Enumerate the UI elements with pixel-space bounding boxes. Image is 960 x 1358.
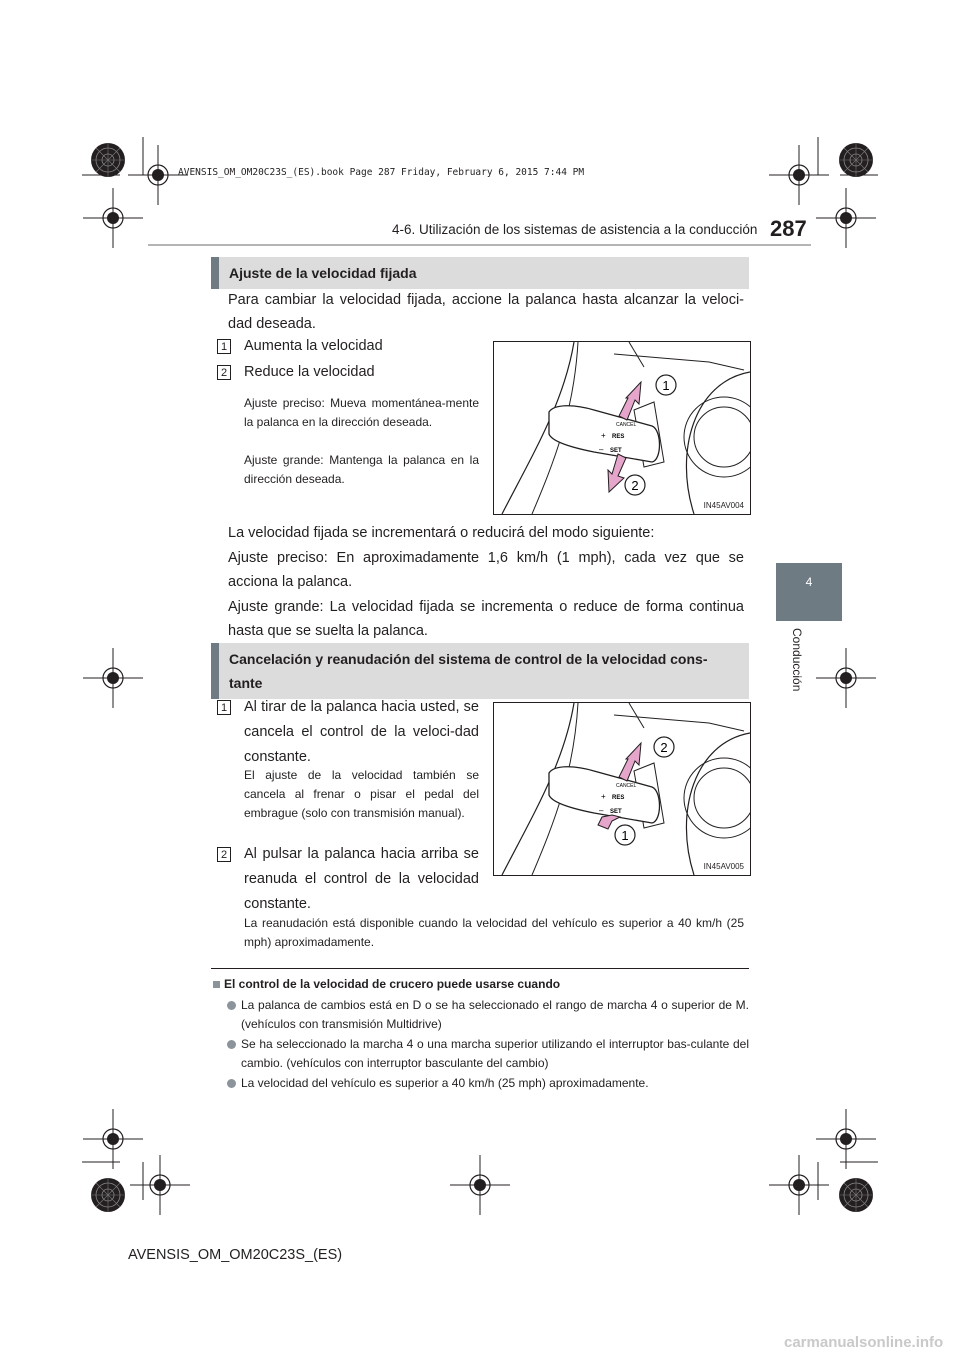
callout-up: 1 — [662, 378, 670, 393]
figure-code: IN45AV004 — [703, 501, 744, 510]
figure-code: IN45AV005 — [703, 862, 744, 871]
lever-label-cancel: CANCEL — [616, 422, 637, 428]
bullet-icon — [227, 1040, 236, 1049]
callout-down: 2 — [631, 478, 639, 493]
bullet-icon — [227, 1001, 236, 1010]
lever-label-plus: + — [601, 431, 606, 440]
lever-label-res: RES — [612, 795, 625, 801]
lever-label-set: SET — [610, 448, 622, 454]
step-number: 1 — [217, 700, 231, 715]
watermark: carmanualsonline.info — [784, 1334, 944, 1351]
note-bullet: La palanca de cambios está en D o se ha seleccionado el rango de marcha 4 o superior de M. (vehículos con transmisión Multidrive) — [241, 998, 749, 1031]
cancel-step-text: Al tirar de la palanca hacia usted, se cancela el control de la veloci-dad constante. — [244, 699, 479, 765]
step-number: 2 — [217, 365, 231, 380]
section-heading-set-speed: Ajuste de la velocidad fijada — [211, 257, 749, 289]
resume-step-note: La reanudación está disponible cuando la velocidad del vehículo es superior a 40 km/h (25 mph) aproximadamente. — [244, 916, 744, 949]
page-number: 287 — [770, 216, 807, 241]
step-text: Reduce la velocidad — [244, 364, 375, 380]
callout-down: 1 — [621, 828, 629, 843]
lever-label-minus: – — [599, 445, 604, 454]
header-rule — [148, 244, 811, 246]
note-square-icon — [213, 981, 220, 988]
cancel-step-note: El ajuste de la velocidad también se cancela al frenar o pisar el pedal del embrague (solo con transmisión manual). — [244, 768, 479, 820]
step-number: 2 — [217, 847, 231, 862]
lever-label-minus: – — [599, 806, 604, 815]
coarse-adjust-note: Ajuste grande: Mantenga la palanca en la dirección deseada. — [244, 453, 479, 486]
arrow-pull-icon — [598, 815, 620, 829]
note-title: El control de la velocidad de crucero puede usarse cuando — [224, 977, 561, 991]
lever-illustration — [494, 703, 750, 875]
section1-para2: Ajuste preciso: En aproximadamente 1,6 km/h (1 mph), cada vez que se acciona la palanca. — [228, 550, 744, 590]
lever-label-cancel: CANCEL — [616, 783, 637, 789]
lever-label-res: RES — [612, 434, 625, 440]
section1-para1: La velocidad fijada se incrementará o reducirá del modo siguiente: — [228, 525, 655, 541]
footer-doc-id: AVENSIS_OM_OM20C23S_(ES) — [128, 1247, 343, 1263]
lever-label-set: SET — [610, 809, 622, 815]
section-heading-cancel-resume: Cancelación y reanudación del sistema de control de la velocidad cons-tante — [211, 643, 749, 699]
fine-adjust-note: Ajuste preciso: Mueva momentánea-mente la palanca en la dirección deseada. — [244, 396, 479, 429]
lever-illustration — [494, 342, 750, 514]
chapter-tab — [776, 563, 842, 621]
note-bullet: Se ha seleccionado la marcha 4 o una marcha superior utilizando el interruptor bas-culante del cambio. (vehículos con interruptor basculante del cambio) — [241, 1037, 749, 1070]
lever-label-plus: + — [601, 792, 606, 801]
resume-step-text: Al pulsar la palanca hacia arriba se reanuda el control de la velocidad constante. — [244, 846, 479, 912]
lever-figure-adjust — [493, 341, 751, 515]
arrow-down-icon — [608, 454, 626, 492]
step-number: 1 — [217, 339, 231, 354]
chapter-tab-number: 4 — [805, 575, 813, 589]
step-text: Aumenta la velocidad — [244, 338, 383, 354]
book-header: AVENSIS_OM_OM20C23S_(ES).book Page 287 Friday, February 6, 2015 7:44 PM — [178, 167, 585, 178]
chapter-tab-label: Conducción — [790, 628, 804, 692]
note-rule — [211, 968, 749, 969]
callout-up: 2 — [660, 740, 668, 755]
section1-intro: Para cambiar la velocidad fijada, accione la palanca hasta alcanzar la veloci-dad deseada. — [228, 292, 744, 332]
page-header-title: 4-6. Utilización de los sistemas de asistencia a la conducción — [392, 222, 758, 237]
section1-para3: Ajuste grande: La velocidad fijada se incrementa o reduce de forma continua hasta que se suelta la palanca. — [228, 599, 744, 639]
bullet-icon — [227, 1079, 236, 1088]
lever-figure-cancel — [493, 702, 751, 876]
note-bullet: La velocidad del vehículo es superior a 40 km/h (25 mph) aproximadamente. — [241, 1076, 649, 1090]
